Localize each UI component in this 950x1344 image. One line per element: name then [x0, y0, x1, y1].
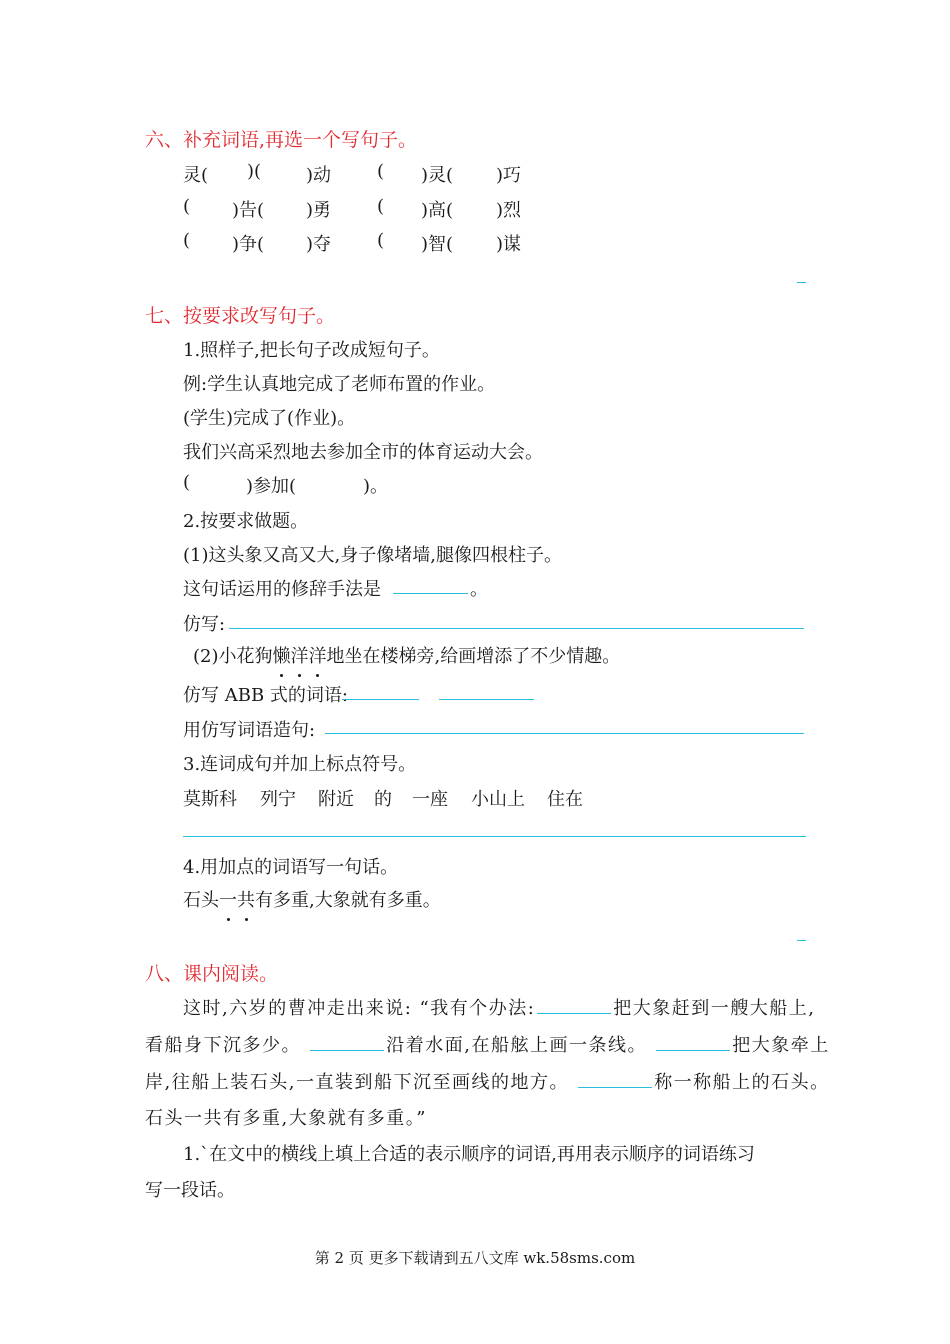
s6-r1-c6: )巧	[496, 165, 522, 186]
word-card: 小山上	[471, 789, 525, 810]
section7-answer-tick	[797, 940, 806, 941]
dotted-char: 懒	[273, 642, 291, 668]
s7-q2-2-abb: 仿写 ABB 式的词语:	[183, 685, 348, 706]
word-card: 住在	[547, 789, 583, 810]
sentence-order-answer-line[interactable]	[183, 836, 806, 837]
s6-r1-c5: )灵(	[421, 165, 454, 186]
s7-q2-title: 2.按要求做题。	[183, 511, 309, 532]
word-card: 一座	[412, 789, 448, 810]
reading-text: 沿着水面,在船舷上画一条线。	[386, 1035, 647, 1056]
s7-q2-1-imitate: 仿写:	[183, 614, 226, 635]
s6-r1-c3: )动	[306, 165, 332, 186]
s7-q1-fill-mid: )参加(	[246, 476, 297, 497]
rhetoric-answer-line[interactable]	[393, 593, 468, 594]
dotted-char: 一	[219, 886, 237, 912]
s7-q1-example: 例:学生认真地完成了老师布置的作业。	[183, 374, 496, 395]
s8-q1-line2: 写一段话。	[145, 1180, 235, 1201]
s7-q4-title: 4.用加点的词语写一句话。	[183, 857, 399, 878]
s7-q4-post: 有多重,大象就有多重。	[255, 890, 441, 911]
word-card: 莫斯科	[183, 789, 237, 810]
s7-q1-sentence: 我们兴高采烈地去参加全市的体育运动大会。	[183, 442, 543, 463]
section7-title: 七、按要求改写句子。	[145, 305, 336, 327]
s6-r3-c5: )智(	[421, 234, 454, 255]
s6-r2-c2: )告(	[232, 200, 265, 221]
section8-title: 八、课内阅读。	[145, 963, 279, 985]
reading-text: 岸,往船上装石头,一直装到船下沉至画线的地方。	[145, 1072, 569, 1093]
s6-r2-c3: )勇	[306, 200, 332, 221]
section6-answer-tick	[797, 282, 806, 283]
make-sentence-answer-line[interactable]	[325, 733, 804, 734]
section6-title: 六、补充词语,再选一个写句子。	[145, 129, 418, 151]
s6-r1-c1: 灵(	[183, 165, 209, 186]
s6-r3-c1: (	[183, 230, 191, 251]
s7-q1-example-answer: (学生)完成了(作业)。	[183, 408, 356, 429]
s7-q2-1-end: 。	[470, 579, 488, 600]
reading-text: 看船身下沉多少。	[145, 1035, 301, 1056]
word-card: 的	[374, 789, 392, 810]
s6-r1-c4: (	[377, 161, 385, 182]
s6-r3-c4: (	[377, 230, 385, 251]
s6-r1-c2: )(	[247, 161, 262, 182]
s6-r2-c1: (	[183, 196, 191, 217]
s6-r3-c6: )谋	[496, 234, 522, 255]
s6-r2-c6: )烈	[496, 200, 522, 221]
reading-line-1	[183, 994, 816, 1020]
s7-q2-2	[193, 642, 620, 668]
reading-text: 称一称船上的石头。	[654, 1072, 830, 1093]
s7-q2-2-pre: (2)小花狗	[193, 646, 273, 667]
s7-q1-title: 1.照样子,把长句子改成短句子。	[183, 340, 440, 361]
imitate-answer-line[interactable]	[229, 628, 804, 629]
dotted-char: 洋	[309, 642, 327, 668]
reading-text: 把大象赶到一艘大船上,	[613, 998, 816, 1019]
dotted-char: 洋	[291, 642, 309, 668]
abb-answer-line-2[interactable]	[439, 699, 534, 700]
s8-q1-line1: 1.`在文中的横线上填上合适的表示顺序的词语,再用表示顺序的词语练习	[183, 1144, 755, 1165]
s7-q2-2-post: 地坐在楼梯旁,给画增添了不少情趣。	[326, 646, 621, 667]
order-word-blank-2[interactable]	[310, 1034, 384, 1051]
word-card: 附近	[318, 789, 354, 810]
order-word-blank-1[interactable]	[537, 997, 611, 1014]
dotted-char: 共	[237, 886, 255, 912]
order-word-blank-4[interactable]	[578, 1071, 652, 1088]
s6-r3-c3: )夺	[306, 234, 332, 255]
s7-q4-sentence	[183, 886, 441, 912]
s7-q1-fill-open: (	[183, 472, 191, 493]
s7-q1-fill-end: )。	[363, 476, 389, 497]
s6-r2-c4: (	[377, 196, 385, 217]
s6-r3-c2: )争(	[232, 234, 265, 255]
word-card: 列宁	[260, 789, 296, 810]
s7-q2-1-prompt: 这句话运用的修辞手法是	[183, 579, 381, 600]
s7-q4-pre: 石头	[183, 890, 219, 911]
reading-text: 把大象牵上	[732, 1035, 830, 1056]
page-footer: 第 2 页 更多下载请到五八文库 wk.58sms.com	[314, 1249, 636, 1267]
s7-q2-1: (1)这头象又高又大,身子像堵墙,腿像四根柱子。	[183, 545, 562, 566]
s6-r2-c5: )高(	[421, 200, 454, 221]
reading-line-2	[145, 1031, 830, 1057]
order-word-blank-3[interactable]	[656, 1034, 730, 1051]
s7-q2-2-make: 用仿写词语造句:	[183, 720, 316, 741]
reading-line-4: 石头一共有多重,大象就有多重。”	[145, 1108, 427, 1129]
reading-text: 这时,六岁的曹冲走出来说: “我有个办法:	[183, 998, 536, 1019]
s7-q3-title: 3.连词成句并加上标点符号。	[183, 754, 417, 775]
reading-line-3	[145, 1068, 830, 1094]
abb-answer-line-1[interactable]	[342, 699, 419, 700]
